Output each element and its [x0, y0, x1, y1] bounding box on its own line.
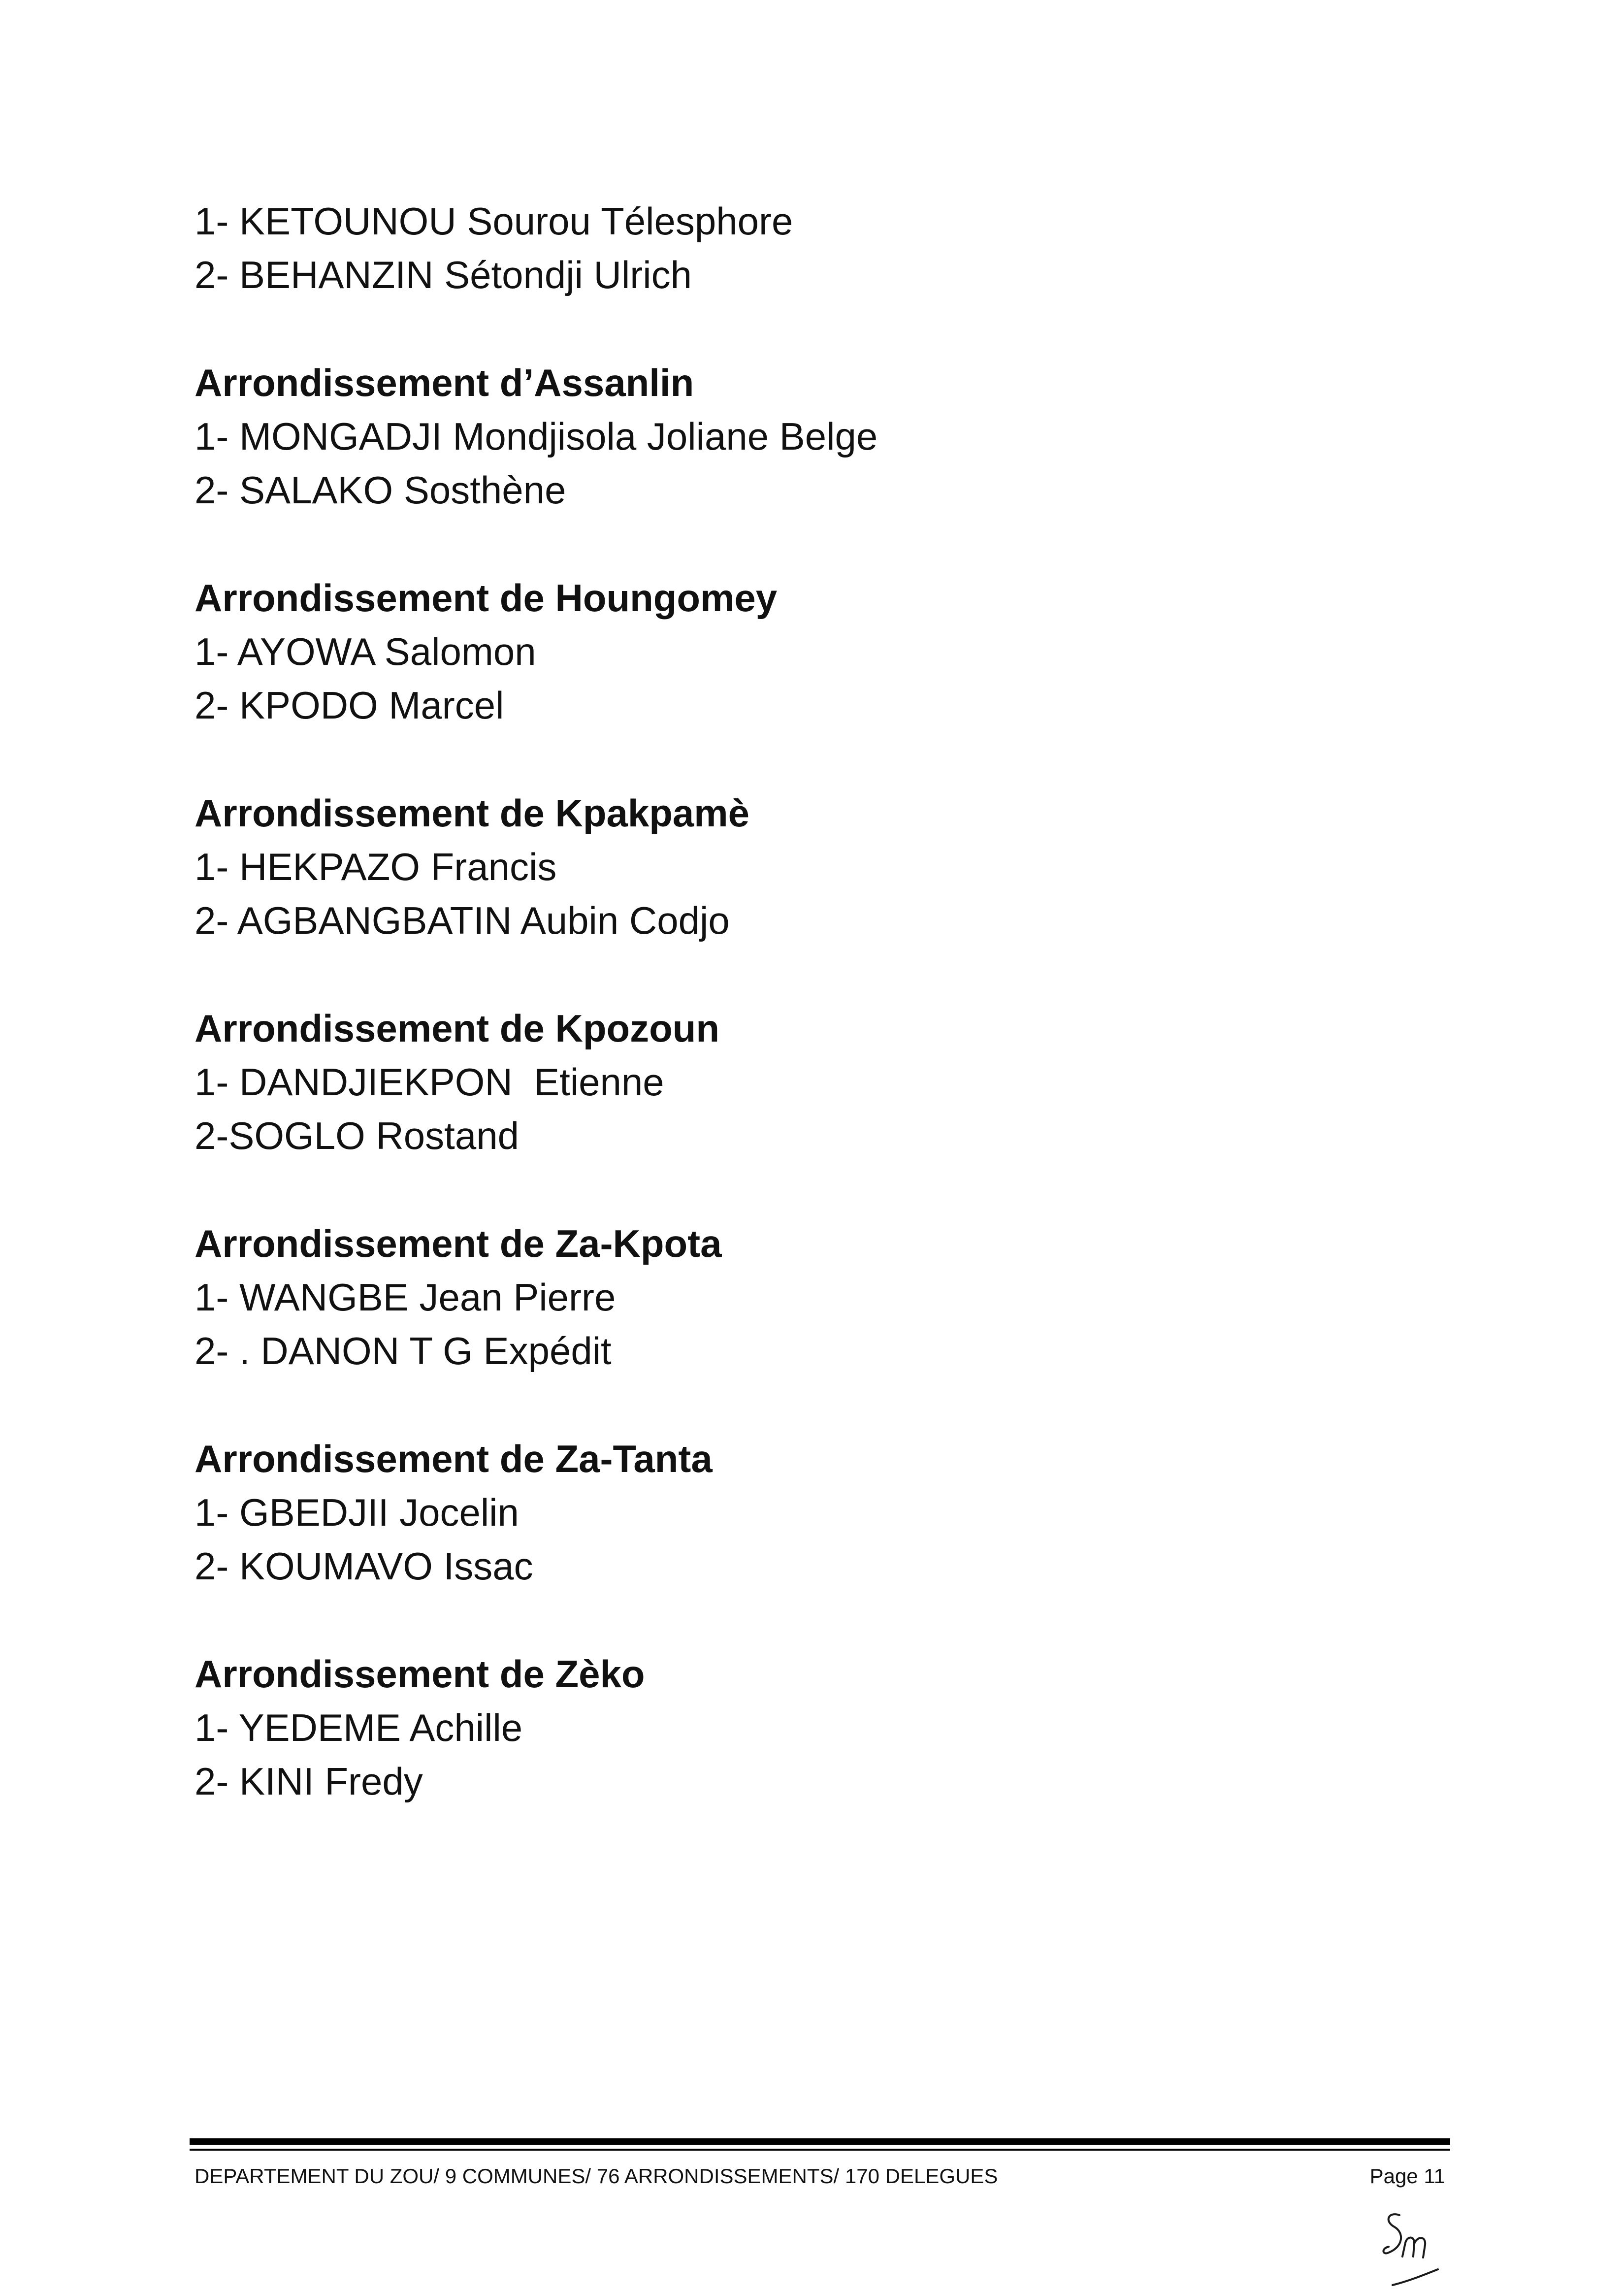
- handwritten-initials: [1369, 2201, 1448, 2290]
- section-heading-assanlin: Arrondissement d’Assanlin: [195, 361, 694, 404]
- section-heading-kpakpame: Arrondissement de Kpakpamè: [195, 791, 750, 835]
- section-heading-za-tanta: Arrondissement de Za-Tanta: [195, 1437, 713, 1480]
- section-heading-kpozoun: Arrondissement de Kpozoun: [195, 1007, 720, 1050]
- list-item: 1- HEKPAZO Francis: [195, 845, 557, 888]
- list-item: 2- AGBANGBATIN Aubin Codjo: [195, 899, 730, 942]
- page-number: Page 11: [1369, 2164, 1445, 2188]
- list-item: 2- . DANON T G Expédit: [195, 1329, 612, 1373]
- list-item: 2- BEHANZIN Sétondji Ulrich: [195, 253, 692, 296]
- list-item: 1- KETOUNOU Sourou Télesphore: [195, 199, 793, 243]
- list-item: 1- YEDEME Achille: [195, 1706, 523, 1749]
- section-heading-za-kpota: Arrondissement de Za-Kpota: [195, 1222, 722, 1265]
- list-item: 1- WANGBE Jean Pierre: [195, 1276, 616, 1319]
- section-heading-houngomey: Arrondissement de Houngomey: [195, 576, 778, 620]
- footer-text: DEPARTEMENT DU ZOU/ 9 COMMUNES/ 76 ARRONDISSEMENTS/ 170 DELEGUES: [195, 2164, 998, 2188]
- footer-rule-thin: [190, 2149, 1450, 2151]
- list-item: 2- KINI Fredy: [195, 1760, 423, 1803]
- list-item: 2-SOGLO Rostand: [195, 1114, 519, 1157]
- footer-rule-thick: [190, 2138, 1450, 2145]
- document-body: [195, 195, 1426, 1808]
- page-footer: [190, 2138, 1450, 2191]
- section-heading-zeko: Arrondissement de Zèko: [195, 1652, 645, 1696]
- list-item: 1- AYOWA Salomon: [195, 630, 536, 673]
- list-item: 1- DANDJIEKPON Etienne: [195, 1060, 664, 1104]
- list-item: 1- MONGADJI Mondjisola Joliane Belge: [195, 415, 878, 458]
- list-item: 1- GBEDJII Jocelin: [195, 1491, 519, 1534]
- list-item: 2- KOUMAVO Issac: [195, 1544, 533, 1588]
- list-item: 2- SALAKO Sosthène: [195, 468, 566, 512]
- list-item: 2- KPODO Marcel: [195, 684, 504, 727]
